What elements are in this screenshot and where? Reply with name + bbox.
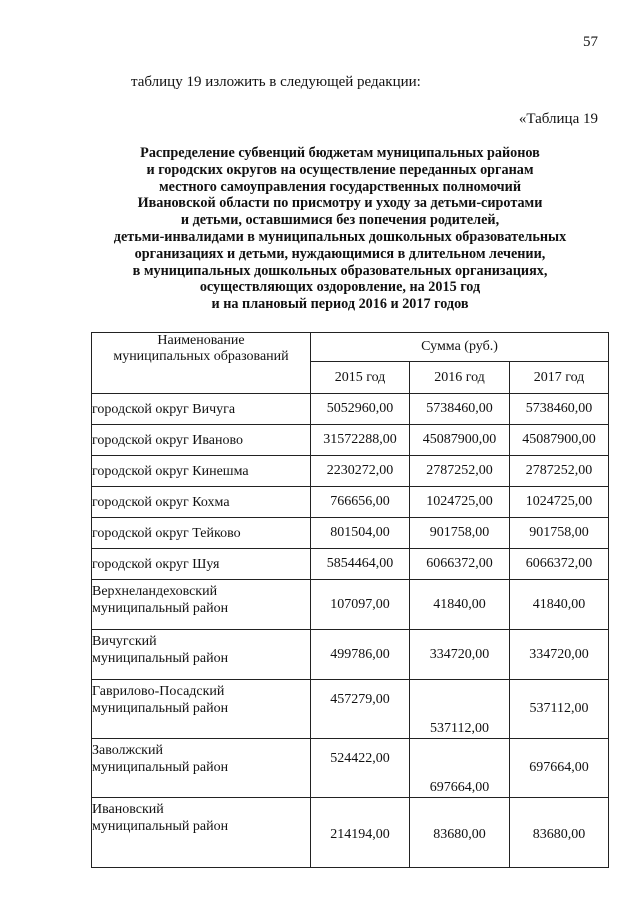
value-2017: 83680,00 <box>510 798 609 868</box>
table-label: «Таблица 19 <box>518 111 598 127</box>
intro-text: таблицу 19 изложить в следующей редакции: <box>131 74 421 90</box>
title-line: организациях и детьми, нуждающимися в длительном лечении, <box>134 245 546 262</box>
header-municipality <box>92 333 311 394</box>
table-row <box>92 549 609 580</box>
municipality-name: городской округ Вичуга <box>92 394 311 425</box>
value-2017: 5738460,00 <box>510 394 609 425</box>
header-year-2017: 2017 год <box>510 362 609 394</box>
title-line: детьми-инвалидами в муниципальных дошкольных образовательных <box>113 228 567 245</box>
table-row <box>92 580 609 630</box>
value-2016: 2787252,00 <box>410 456 510 487</box>
value-2015: 107097,00 <box>311 580 410 630</box>
value-2017: 6066372,00 <box>510 549 609 580</box>
header-year-2015: 2015 год <box>311 362 410 394</box>
municipality-type-line: муниципальный район <box>92 760 229 775</box>
value-2016: 83680,00 <box>410 798 510 868</box>
value-2017: 1024725,00 <box>510 487 609 518</box>
title-line: осуществляющих оздоровление, на 2015 год <box>199 279 481 296</box>
value-2016: 5738460,00 <box>410 394 510 425</box>
municipality-name <box>92 798 311 868</box>
page-number: 57 <box>583 34 598 50</box>
municipality-name-line: Гаврилово-Посадский <box>92 684 225 699</box>
value-2017: 334720,00 <box>510 630 609 680</box>
municipality-name <box>92 630 311 680</box>
municipality-name: городской округ Шуя <box>92 549 311 580</box>
municipality-type-line: муниципальный район <box>92 701 229 716</box>
value-2015: 766656,00 <box>311 487 410 518</box>
value-2015: 214194,00 <box>311 798 410 868</box>
municipality-name: городской округ Кохма <box>92 487 311 518</box>
value-2016: 697664,00 <box>410 739 510 798</box>
header-sum: Сумма (руб.) <box>311 333 609 362</box>
municipality-type-line: муниципальный район <box>92 651 229 666</box>
value-2015: 457279,00 <box>311 680 410 739</box>
municipality-name-line: Вичугский <box>92 634 157 649</box>
value-2017: 41840,00 <box>510 580 609 630</box>
table-row <box>92 739 609 798</box>
municipality-name <box>92 739 311 798</box>
value-2016: 1024725,00 <box>410 487 510 518</box>
table-row <box>92 518 609 549</box>
municipality-type-line: муниципальный район <box>92 819 229 834</box>
value-2015: 524422,00 <box>311 739 410 798</box>
value-2015: 31572288,00 <box>311 425 410 456</box>
header-municipality-line: муниципальных образований <box>113 349 289 364</box>
header-municipality-line: Наименование <box>157 333 245 348</box>
title-line: в муниципальных дошкольных образовательных организациях, <box>132 262 548 279</box>
title-line: и городских округов на осуществление переданных органам <box>146 161 534 178</box>
value-2016: 901758,00 <box>410 518 510 549</box>
header-year-2016: 2016 год <box>410 362 510 394</box>
municipality-name: городской округ Тейково <box>92 518 311 549</box>
municipality-name-line: Верхнеландеховский <box>92 584 218 599</box>
municipality-name <box>92 580 311 630</box>
value-2015: 499786,00 <box>311 630 410 680</box>
table-row <box>92 680 609 739</box>
municipality-name-line: Заволжский <box>92 743 163 758</box>
municipality-name: городской округ Кинешма <box>92 456 311 487</box>
title-line: Распределение субвенций бюджетам муниципальных районов <box>140 145 540 161</box>
value-2016: 537112,00 <box>410 680 510 739</box>
title-line: местного самоуправления государственных полномочий <box>158 178 522 195</box>
title-line: и детьми, оставшимися без попечения родителей, <box>180 212 500 229</box>
value-2016: 6066372,00 <box>410 549 510 580</box>
title-line: и на плановый период 2016 и 2017 годов <box>211 296 469 313</box>
table-row <box>92 798 609 868</box>
value-2016: 334720,00 <box>410 630 510 680</box>
table-row <box>92 487 609 518</box>
municipality-name <box>92 680 311 739</box>
value-2017: 537112,00 <box>510 680 609 739</box>
value-2015: 5052960,00 <box>311 394 410 425</box>
value-2015: 2230272,00 <box>311 456 410 487</box>
municipality-name-line: Ивановский <box>92 802 164 817</box>
value-2017: 45087900,00 <box>510 425 609 456</box>
title-line: Ивановской области по присмотру и уходу за детьми-сиротами <box>137 195 543 212</box>
subventions-table <box>91 332 609 868</box>
value-2017: 901758,00 <box>510 518 609 549</box>
table-row <box>92 456 609 487</box>
municipality-type-line: муниципальный район <box>92 601 229 616</box>
value-2015: 801504,00 <box>311 518 410 549</box>
document-title <box>60 145 620 313</box>
value-2017: 697664,00 <box>510 739 609 798</box>
value-2017: 2787252,00 <box>510 456 609 487</box>
value-2016: 41840,00 <box>410 580 510 630</box>
municipality-name: городской округ Иваново <box>92 425 311 456</box>
table-row <box>92 630 609 680</box>
value-2015: 5854464,00 <box>311 549 410 580</box>
table-row <box>92 394 609 425</box>
value-2016: 45087900,00 <box>410 425 510 456</box>
table-row <box>92 425 609 456</box>
